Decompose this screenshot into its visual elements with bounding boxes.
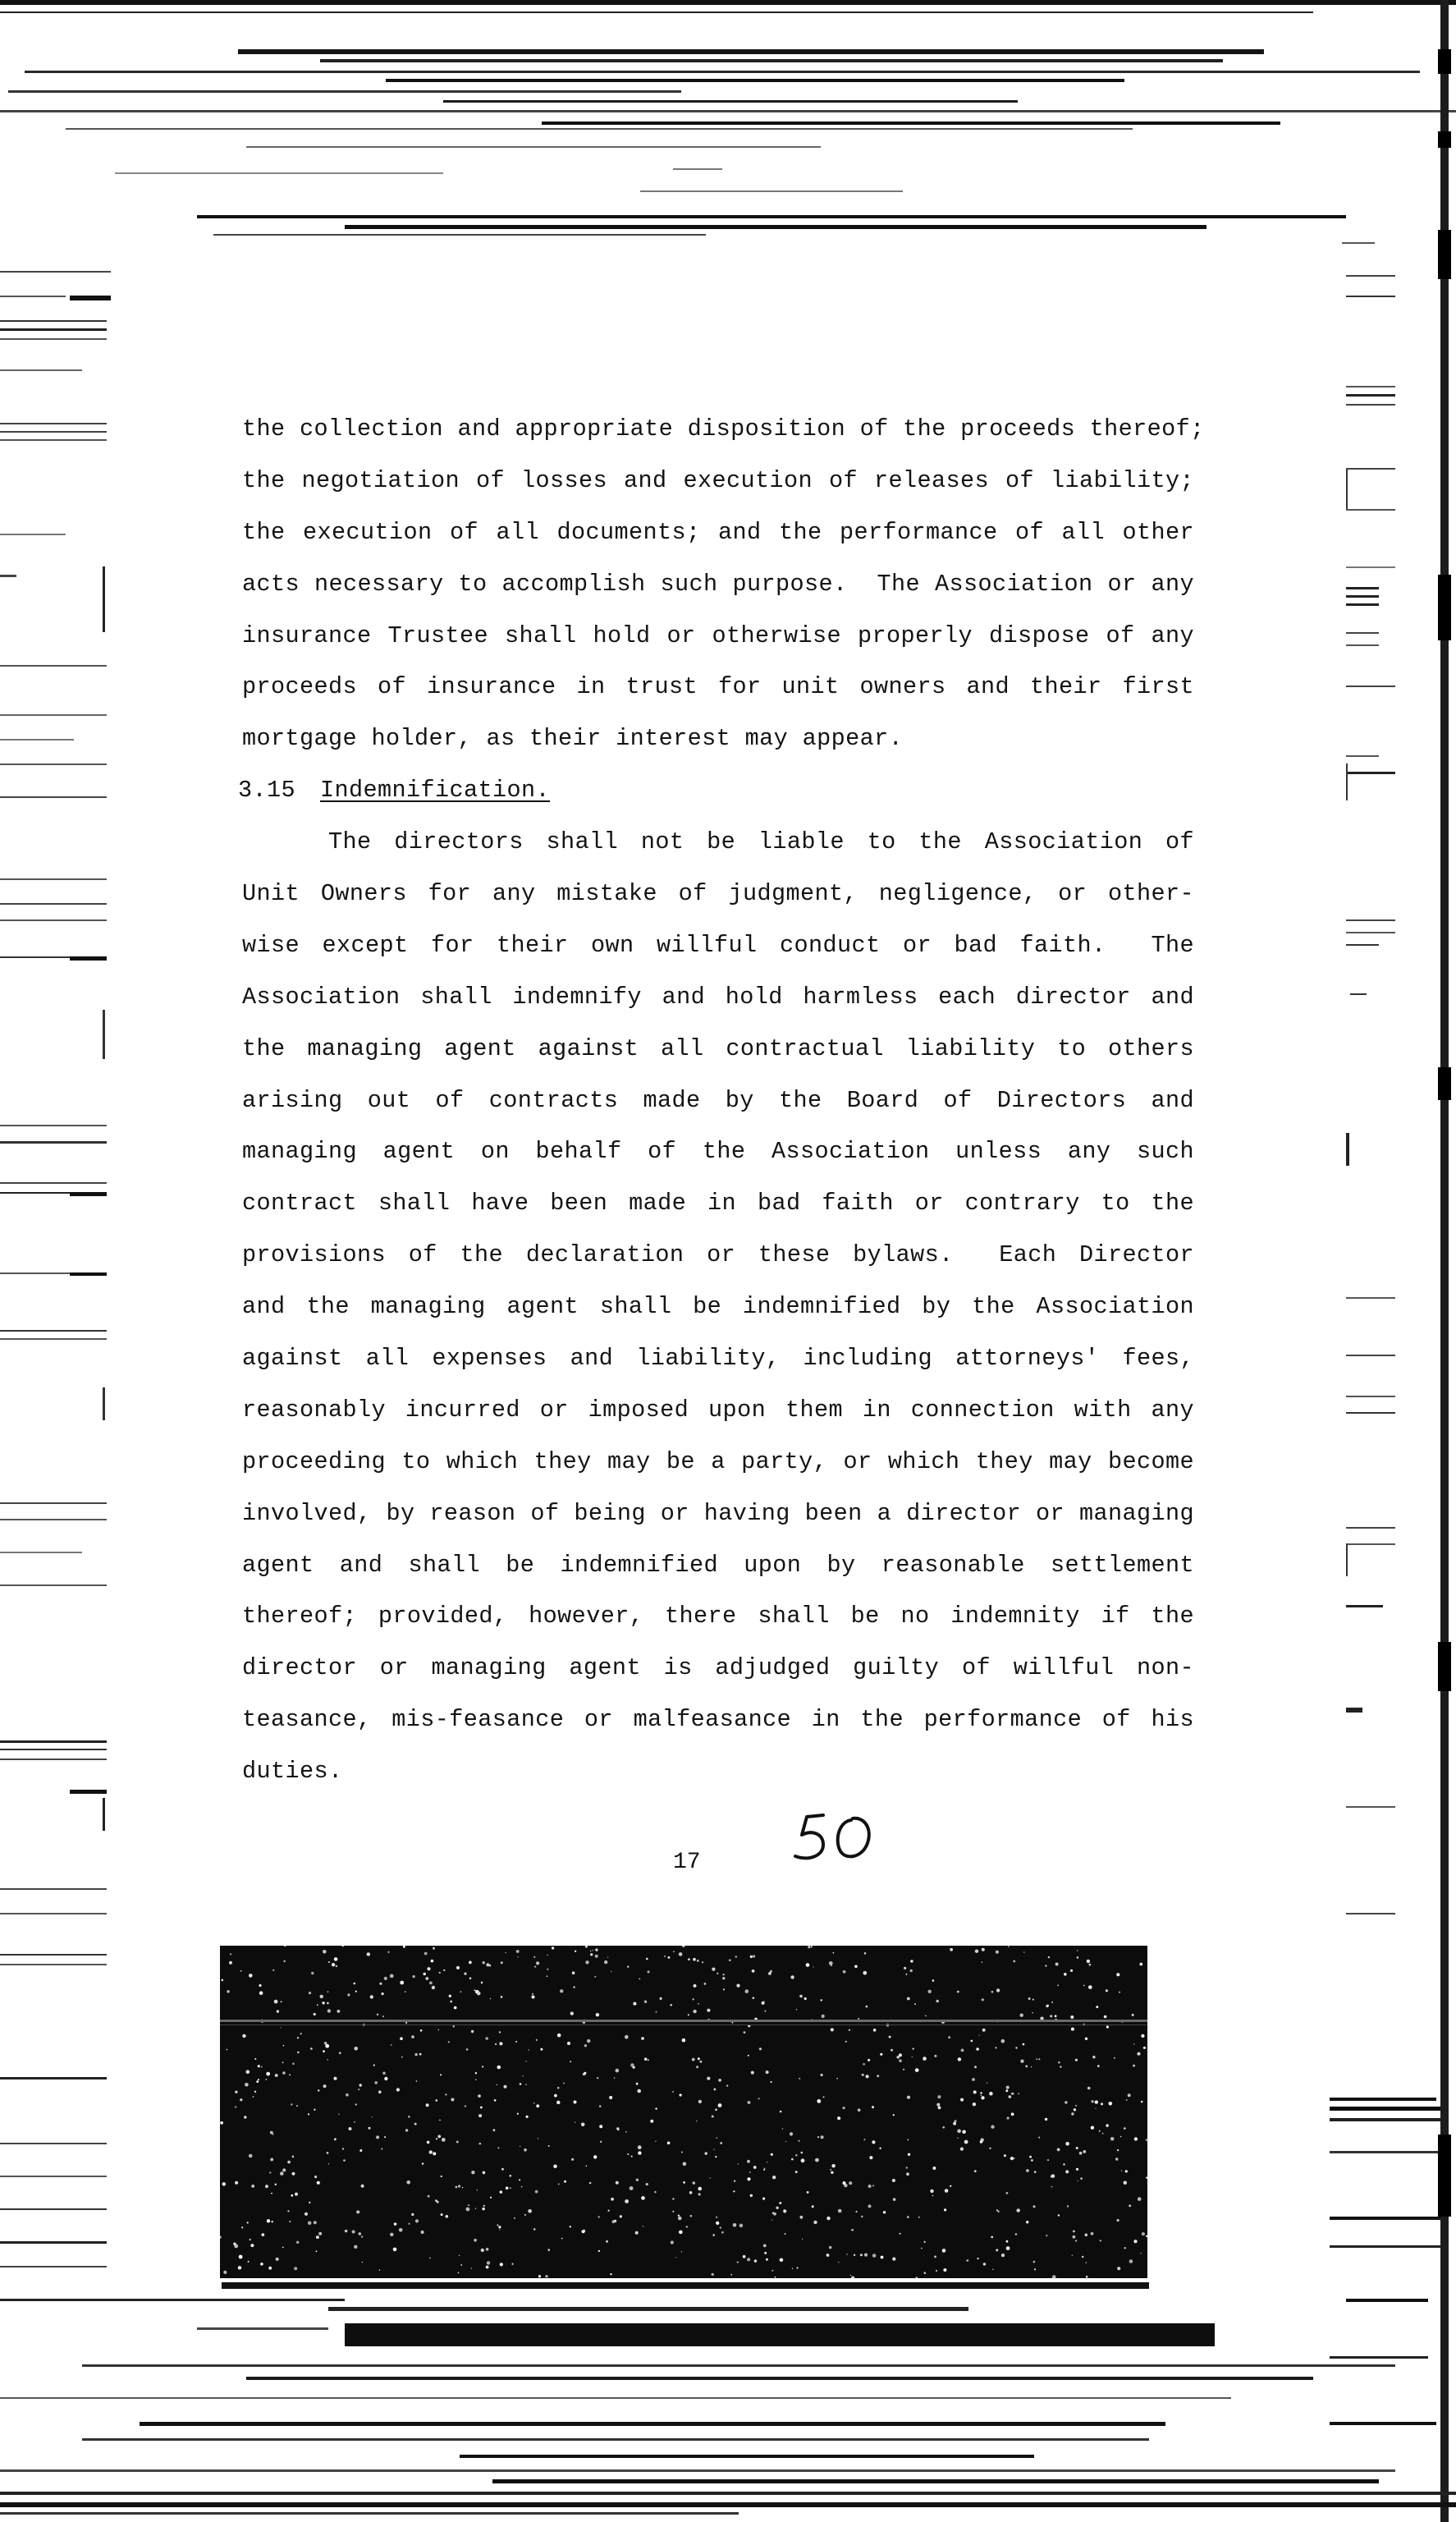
section-title: Indemnification.	[320, 777, 551, 805]
text-line: acts necessary to accomplish such purpose. The Association or any	[242, 570, 1194, 598]
text-line: provisions of the declaration or these bylaws. Each Director	[242, 1241, 1194, 1269]
text-line: Association shall indemnify and hold harmless each director and	[242, 983, 1194, 1011]
page-number: 17	[673, 1850, 701, 1875]
text-line: the execution of all documents; and the performance of all other	[242, 518, 1194, 546]
text-line: the collection and appropriate disposition of the proceeds thereof;	[242, 415, 1205, 442]
text-line: director or managing agent is adjudged guilty of willful non-	[242, 1654, 1194, 1682]
scan-dark-block	[220, 1946, 1147, 2278]
text-line: duties.	[242, 1758, 343, 1786]
scan-speckle	[220, 1946, 1147, 2278]
scan-noise-right	[1330, 0, 1456, 2522]
text-line: agent and shall be indemnified upon by reasonable settlement	[242, 1551, 1194, 1579]
text-line: and the managing agent shall be indemnified by the Association	[242, 1293, 1194, 1321]
text-line: proceeds of insurance in trust for unit owners and their first	[242, 673, 1194, 701]
text-line: The directors shall not be liable to the Association of	[328, 828, 1194, 856]
text-line: contract shall have been made in bad faith or contrary to the	[242, 1190, 1194, 1217]
scan-noise-left	[0, 271, 115, 2282]
scan-noise-top	[0, 0, 1456, 271]
paragraph-insurance-proceeds	[242, 404, 1205, 765]
text-line: against all expenses and liability, including attorneys' fees,	[242, 1345, 1194, 1373]
scan-noise-bottom	[0, 2282, 1456, 2522]
text-line: managing agent on behalf of the Association unless any such	[242, 1138, 1194, 1166]
scan-border-right	[1438, 0, 1451, 2522]
text-line: involved, by reason of being or having been a director or managing	[242, 1499, 1194, 1527]
handwritten-page-annotation	[792, 1809, 882, 1866]
text-line: mortgage holder, as their interest may appear.	[242, 725, 904, 753]
section-number: 3.15	[238, 777, 296, 805]
text-line: the managing agent against all contractual liability to others	[242, 1034, 1194, 1062]
text-line: reasonably incurred or imposed upon them in connection with any	[242, 1396, 1194, 1424]
text-line: wise except for their own willful conduct or bad faith. The	[242, 931, 1194, 959]
text-line: thereof; provided, however, there shall be no indemnity if the	[242, 1603, 1194, 1630]
text-line: teasance, mis-feasance or malfeasance in the performance of his	[242, 1706, 1194, 1734]
text-line: Unit Owners for any mistake of judgment, negligence, or other-	[242, 880, 1194, 908]
text-line: arising out of contracts made by the Board of Directors and	[242, 1086, 1194, 1114]
document-body	[238, 404, 1205, 1798]
text-line: proceeding to which they may be a party, or which they may become	[242, 1447, 1194, 1475]
text-line: insurance Trustee shall hold or otherwise properly dispose of any	[242, 621, 1194, 649]
text-line: the negotiation of losses and execution of releases of liability;	[242, 466, 1194, 494]
paragraph-indemnification	[242, 817, 1194, 1798]
section-heading	[238, 765, 1194, 817]
